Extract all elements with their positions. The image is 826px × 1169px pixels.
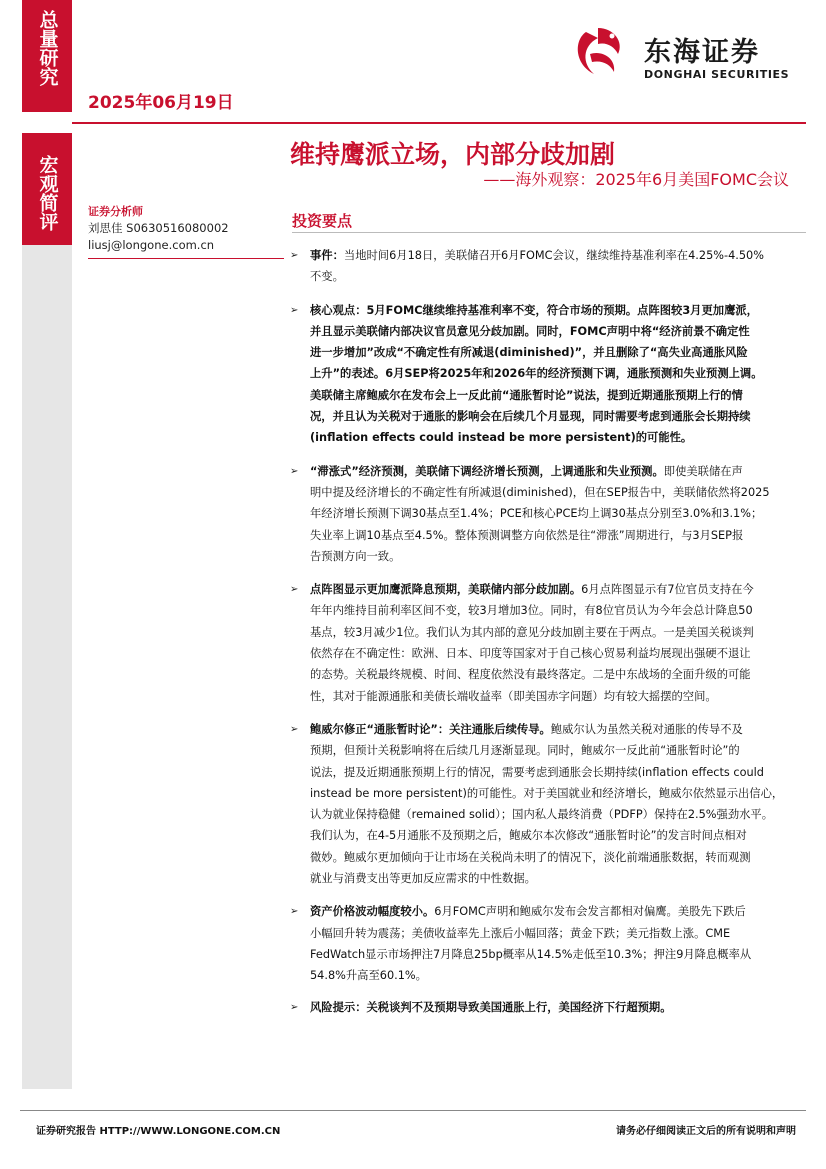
footer-disclaimer: 请务必仔细阅读正文后的所有说明和声明 [616, 1126, 796, 1137]
key-point-item [290, 461, 800, 567]
key-point-line: 预期，但预计关税影响将在后续几月逐渐显现。同时，鲍威尔一反此前“通胀暂时论”的 [310, 744, 740, 758]
key-point-line: 认为就业保持稳健（remained solid）；国内私人最终消费（PDFP）保持在2.5%强劲水平。 [310, 808, 774, 822]
logo-english-name: DONGHAI SECURITIES [644, 68, 790, 81]
bullet-arrow-icon: ➢ [290, 465, 299, 477]
bullet-arrow-icon: ➢ [290, 1001, 299, 1013]
key-point-line: 进一步增加”改成“不确定性有所减退(diminished)”，并且删除了“高失业高通胀风险 [310, 346, 748, 360]
key-point-line: 基点，较3月减少1位。我们认为其内部的意见分歧加剧主要在于两点。一是美国关税谈判 [310, 625, 754, 639]
key-point-line: 就业与消费支出等更加反应需求的中性数据。 [310, 872, 536, 886]
key-point-line: 依然存在不确定性：欧洲、日本、印度等国家对于自己核心贸易利益均展现出强硬不退让 [310, 647, 751, 661]
report-date: 2025年06月19日 [88, 93, 234, 113]
key-point-line: 微妙。鲍威尔更加倾向于让市场在关税尚未明了的情况下，淡化前端通胀数据，转而观测 [310, 850, 751, 864]
key-point-line: 年经济增长预测下调30基点至1.4%；PCE和核心PCE均上调30基点分别至3.0%和3.1%； [310, 507, 763, 521]
footer-left: 证券研究报告 HTTP://WWW.LONGONE.COM.CN [36, 1126, 281, 1137]
key-point-item [290, 245, 800, 288]
bullet-arrow-icon: ➢ [290, 906, 299, 918]
key-point-line: 资产价格波动幅度较小。6月FOMC声明和鲍威尔发布会发言都相对偏鹰。美股先下跌后 [310, 905, 746, 919]
key-point-line: 的态势。关税最终规模、时间、程度依然没有最终落定。二是中东战场的全面升级的可能 [310, 668, 751, 682]
section-title: 投资要点 [292, 212, 353, 230]
key-point-line: 年年内维持目前利率区间不变，较3月增加3位。同时，有8位官员认为今年会总计降息50 [310, 604, 753, 618]
key-point-line: (inflation effects could instead be more persistent)的可能性。 [310, 431, 693, 445]
key-point-line: “滞涨式”经济预测，美联储下调经济增长预测，上调通胀和失业预测。即使美联储在声 [310, 464, 743, 478]
report-title: 维持鹰派立场，内部分歧加剧 [290, 140, 616, 169]
key-point-item [290, 901, 800, 986]
key-point-line: 况，并且认为关税对于通胀的影响会在后续几个月显现，同时需要考虑到通胀会长期持续 [310, 410, 751, 424]
key-point-line: 失业率上调10基点至4.5%。整体预测调整方向依然是往“滞涨”周期进行，与3月SEP报 [310, 528, 744, 542]
key-point-line: 风险提示：关税谈判不及预期导致美国通胀上行，美国经济下行超预期。 [310, 1000, 672, 1014]
key-point-line: 上升”的表述。6月SEP将2025年和2026年的经济预测下调，通胀预测和失业预测上调。 [310, 367, 763, 381]
key-point-line: 明中提及经济增长的不确定性有所减退(diminished)，但在SEP报告中，美联储依然将2025 [310, 485, 770, 499]
key-point-line: 告预测方向一致。 [310, 549, 401, 563]
analyst-divider [88, 258, 284, 259]
key-point-line: 说法，提及近期通胀预期上行的情况，需要考虑到通胀会长期持续(inflation effects could [310, 765, 764, 779]
key-point-line: 事件：当地时间6月18日，美联储召开6月FOMC会议，继续维持基准利率在4.25%-4.50% [310, 249, 764, 262]
bullet-arrow-icon: ➢ [290, 584, 299, 596]
category-tab: 总量研究 [22, 0, 72, 112]
key-point-item [290, 719, 800, 889]
header-divider [72, 122, 806, 124]
key-point-line: 不变。 [310, 270, 344, 284]
key-point-line: 小幅回升转为震荡；美债收益率先上涨后小幅回落；黄金下跌；美元指数上涨。CME [310, 926, 731, 940]
key-point-line: 性，其对于能源通胀和美债长端收益率（即美国赤字问题）均有较大摇摆的空间。 [310, 689, 717, 703]
key-point-item [290, 997, 800, 1018]
analyst-label: 证券分析师 [88, 205, 143, 218]
side-bar [22, 133, 72, 1089]
key-points-list [290, 245, 800, 1018]
bullet-arrow-icon: ➢ [290, 250, 299, 261]
key-point-line: FedWatch显示市场押注7月降息25bp概率从14.5%走低至10.3%；押注9月降息概率从 [310, 947, 752, 961]
report-subtitle: ——海外观察：2025年6月美国FOMC会议 [483, 170, 789, 189]
key-point-line: 点阵图显示更加鹰派降息预期，美联储内部分歧加剧。6月点阵图显示有7位官员支持在今 [310, 583, 754, 597]
key-point-line: 鲍威尔修正“通胀暂时论”：关注通胀后续传导。鲍威尔认为虽然关税对通胀的传导不及 [310, 722, 743, 736]
analyst-name: 刘思佳 S0630516080002 [88, 221, 229, 235]
key-point-line: 54.8%升高至60.1%。 [310, 969, 427, 983]
key-point-item [290, 579, 800, 707]
key-point-line: 美联储主席鲍威尔在发布会上一反此前“通胀暂时论”说法，提到近期通胀预期上行的情 [310, 388, 743, 402]
key-point-line: 核心观点：5月FOMC继续维持基准利率不变，符合市场的预期。点阵图较3月更加鹰派， [310, 303, 758, 317]
bullet-arrow-icon: ➢ [290, 304, 299, 316]
key-point-line: 并且显示美联储内部决议官员意见分歧加剧。同时，FOMC声明中将“经济前景不确定性 [310, 324, 750, 338]
footer-divider [20, 1110, 806, 1111]
key-point-line: instead be more persistent)的可能性。对于美国就业和经济增长，鲍威尔依然显示出信心， [310, 786, 784, 800]
key-point-line: 我们认为，在4-5月通胀不及预期之后，鲍威尔本次修改“通胀暂时论”的发言时间点相对 [310, 829, 747, 843]
report-type-tab: 宏观简评 [22, 133, 72, 245]
logo-chinese-name: 东海证券 [644, 37, 760, 68]
key-point-item [290, 300, 800, 449]
bullet-arrow-icon: ➢ [290, 723, 299, 735]
section-divider [292, 232, 806, 233]
analyst-email[interactable]: liusj@longone.com.cn [88, 238, 215, 252]
